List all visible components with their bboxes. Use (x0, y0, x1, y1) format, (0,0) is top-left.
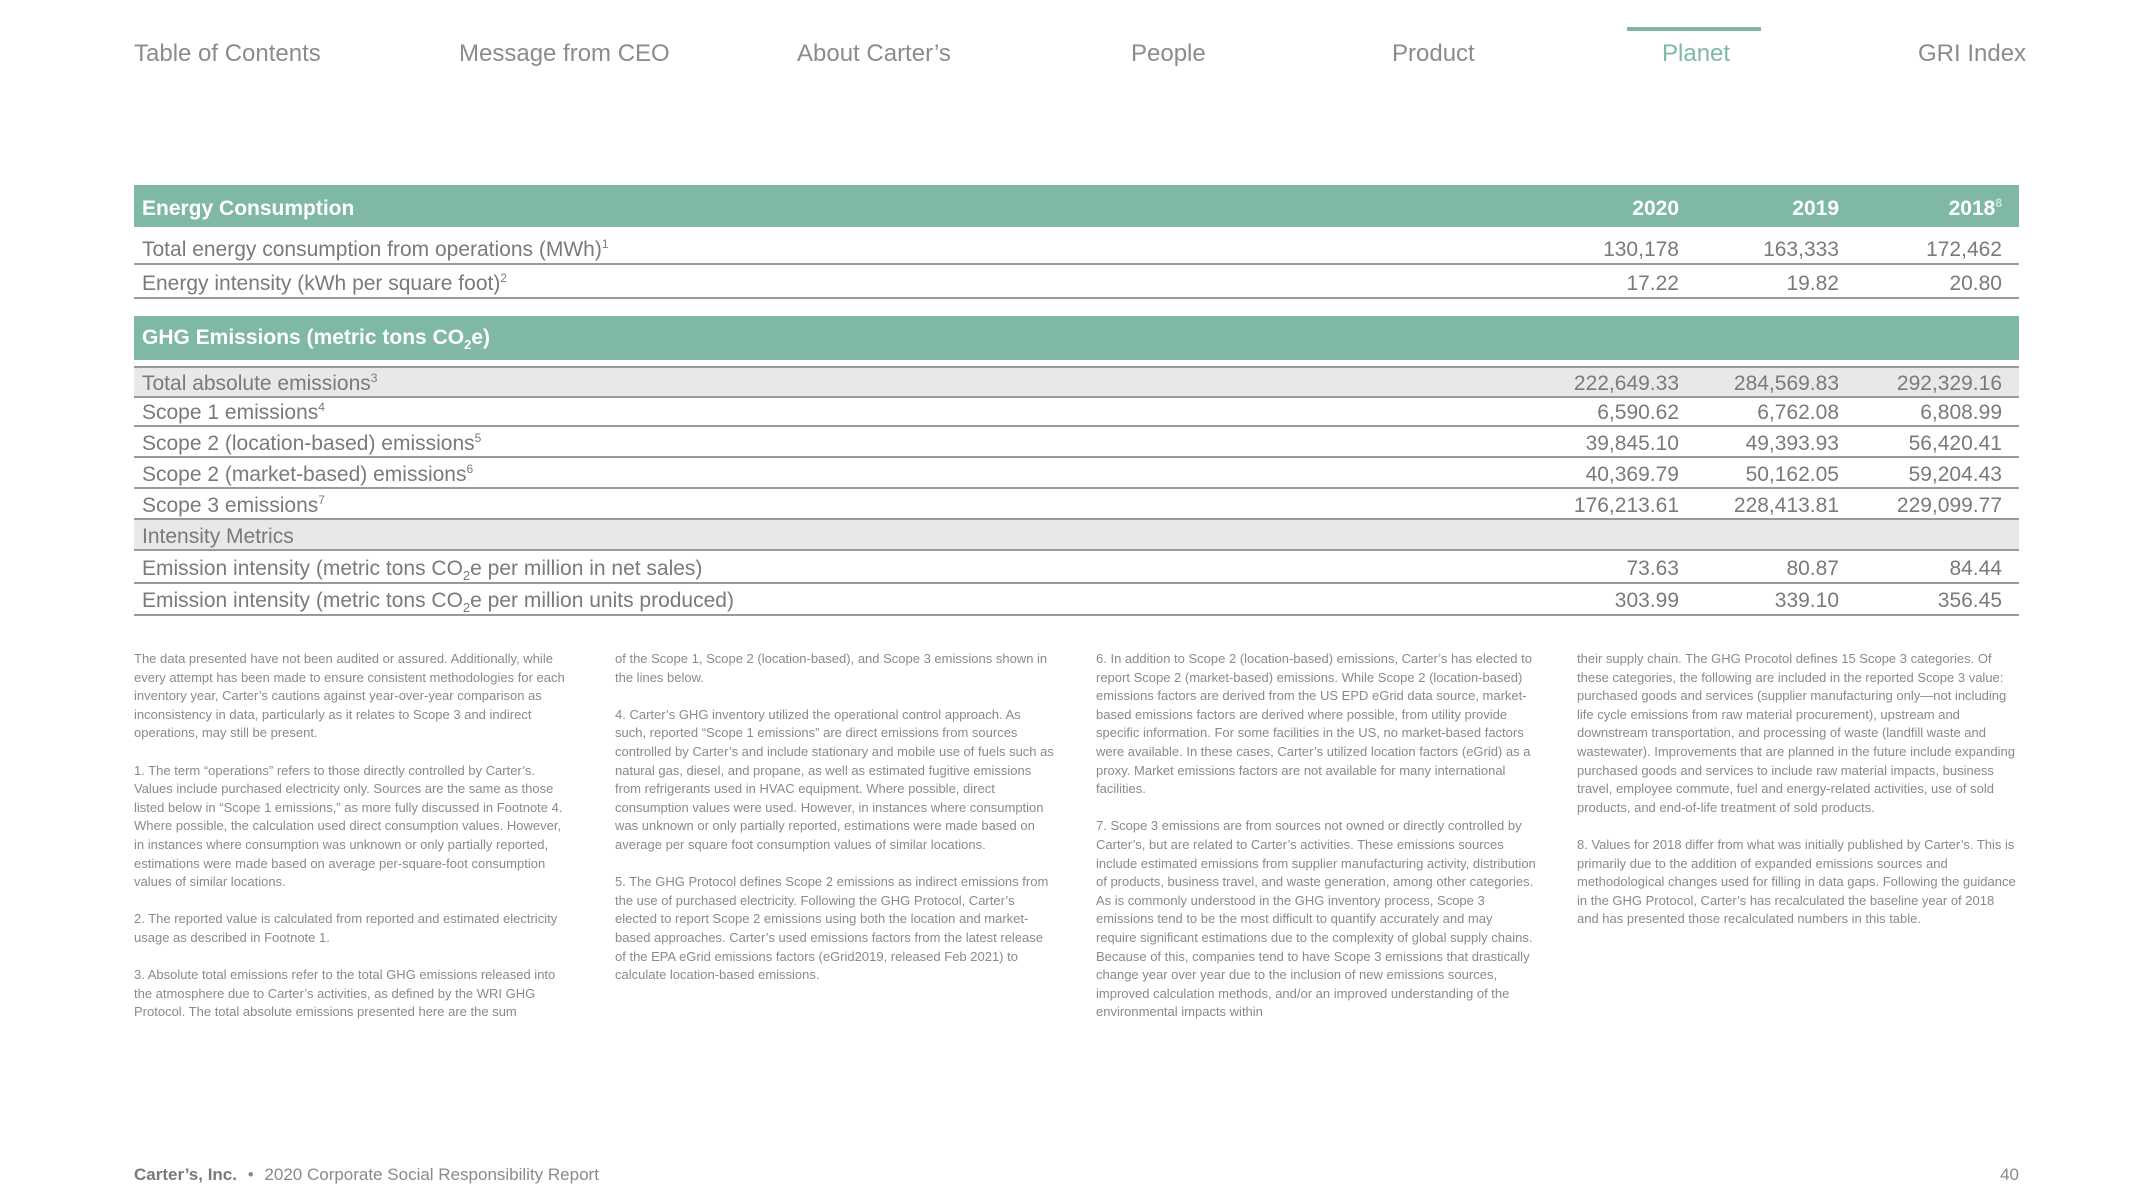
footnote-paragraph: 7. Scope 3 emissions are from sources not owned or directly controlled by Carter’s, but are related to Carter’s activities. These emissions sources include estimated emissions from supplier manufacturing activity, distribution of products, business travel, and waste generation, among other categories. As is commonly understood in the GHG inventory process, Scope 3 emissions tend to be the most difficult to quantify accurately and may require significant estimations due to the complexity of global supply chains. Because of this, companies tend to have Scope 3 emissions that drastically change year over year due to the inclusion of new emissions sources, improved calculation methods, and/or an improved understanding of the environmental impacts within (1096, 818, 1536, 1020)
active-tab-indicator (1627, 27, 1761, 31)
footnote-paragraph: 2. The reported value is calculated from reported and estimated electricity usage as described in Footnote 1. (134, 911, 558, 945)
table-row (134, 584, 2019, 616)
company-name: Carter’s, Inc. (134, 1165, 237, 1184)
value-2018: 20.80 (1949, 272, 2002, 295)
value-2018: 6,808.99 (1920, 401, 2002, 424)
top-navigation (0, 0, 2133, 80)
value-2018: 84.44 (1949, 557, 2002, 580)
row-label: Intensity Metrics (142, 525, 294, 548)
table-row (134, 489, 2019, 520)
footer (134, 1165, 599, 1185)
value-2018: 292,329.16 (1896, 372, 2002, 395)
nav-product[interactable]: Product (1392, 40, 1475, 67)
nav-gri-index[interactable]: GRI Index (1918, 40, 2027, 67)
value-2019: 6,762.08 (1757, 401, 1839, 424)
report-title: 2020 Corporate Social Responsibility Report (264, 1165, 599, 1184)
value-2019: 50,162.05 (1745, 463, 1839, 486)
energy-consumption-title: Energy Consumption (142, 197, 355, 220)
value-2019: 19.82 (1786, 272, 1839, 295)
value-2020: 6,590.62 (1597, 401, 1679, 424)
value-2019: 339.10 (1774, 589, 1839, 612)
row-label: Emission intensity (metric tons $CO_2e$ per million units produced) (142, 589, 734, 616)
value-2020: 176,213.61 (1573, 494, 1679, 517)
value-2019: 163,333 (1763, 238, 1839, 261)
value-2020: 303.99 (1614, 589, 1679, 612)
nav-people[interactable]: People (1131, 40, 1206, 67)
footnote-paragraph: 4. Carter’s GHG inventory utilized the operational control approach. As such, reported “Scope 1 emissions” are direct emissions from sources controlled by Carter’s and include stationary and mobile use of fuels such as natural gas, diesel, and propane, as well as estimated fugitive emissions from refrigerants used in HVAC equipment. Where possible, direct consumption values were used. However, in instances where consumption was unknown or only partially reported, estimations were made based on average per square foot consumption values of similar locations. (615, 706, 1054, 852)
value-2018: 59,204.43 (1908, 463, 2002, 486)
value-2020: 222,649.33 (1573, 372, 1679, 395)
footnotes (134, 650, 2019, 1030)
nav-planet[interactable]: Planet (1662, 40, 1731, 67)
table-row (134, 366, 2019, 398)
footnote-paragraph: 6. In addition to Scope 2 (location-based) emissions, Carter’s has elected to report Scope 2 (market-based) emissions. While Scope 2 (location-based) emissions factors are derived from the US EPD eGrid data source, market-based emissions factors are derived where possible, from utility provide specific information. For some facilities in the US, no market-based factors were available. In these cases, Carter’s utilized location factors (eGrid) as a proxy. Market emissions factors are not available for many international facilities. (1096, 651, 1532, 797)
page-number: 40 (2000, 1165, 2019, 1184)
footnote-paragraph: their supply chain. The GHG Procotol defines 15 Scope 3 categories. Of these categories, the following are included in the reported Scope 3 value: purchased goods and services (supplier manufacturing only—not including life cycle emissions from raw material procurement), upstream and downstream transportation, and processing of waste (landfill waste and wastewater). Improvements that are planned in the future include expanding purchased goods and services to include raw material impacts, business travel, employee commute, fuel and energy-related activities, use of sold products, and end-of-life treatment of sold products. (1577, 651, 2015, 815)
intensity-metrics-subheader (134, 520, 2019, 551)
ghg-emissions-title: GHG Emissions (metric tons $CO_2e$) (142, 326, 490, 353)
year-2020: 2020 (1632, 197, 1679, 220)
footnote-paragraph: 1. The term “operations” refers to those directly controlled by Carter’s. Values include purchased electricity only. Sources are the same as those listed below in “Scope 1 emissions,” as more fully discussed in Footnote 4. Where possible, the calculation used direct consumption values. However, in instances where consumption was unknown or only partially reported, estimations were made based on average per-square-foot consumption values of similar locations. (134, 762, 563, 890)
footnote-paragraph: 8. Values for 2018 differ from what was initially published by Carter’s. This is primarily due to the addition of expanded emissions sources and methodological changes used for filling in data gaps. Following the guidance in the GHG Protocol, Carter’s has recalculated the baseline year of 2018 and has presented those recalculated numbers in this table. (1577, 836, 2016, 927)
table-row (134, 427, 2019, 458)
value-2019: 49,393.93 (1745, 432, 1839, 455)
value-2020: 130,178 (1603, 238, 1679, 261)
footnote-column-3 (1096, 650, 1536, 1040)
row-label: Scope 1 emissions$^4$ (142, 400, 325, 424)
value-2019: 80.87 (1786, 557, 1839, 580)
table-row (134, 265, 2019, 299)
nav-message-from-ceo[interactable]: Message from CEO (459, 40, 670, 67)
footnote-paragraph: 5. The GHG Protocol defines Scope 2 emissions as indirect emissions from the use of purchased electricity. Following the GHG Protocol, Carter’s elected to report Scope 2 emissions using both the location and market-based approaches. Carter’s used emissions factors from the latest release of the EPA eGrid emissions factors (eGrid2019, released Feb 2021) to calculate location-based emissions. (615, 874, 1049, 983)
value-2020: 73.63 (1626, 557, 1679, 580)
value-2018: 56,420.41 (1908, 432, 2002, 455)
year-2019: 2019 (1792, 197, 1839, 220)
ghg-emissions-header (134, 316, 2019, 360)
table-row (134, 396, 2019, 427)
energy-consumption-header (134, 185, 2019, 227)
nav-about-carters[interactable]: About Carter’s (797, 40, 951, 67)
table-row (134, 229, 2019, 265)
footnote-column-1 (134, 650, 574, 1040)
footnote-paragraph: The data presented have not been audited or assured. Additionally, while every attempt has been made to ensure consistent methodologies for each inventory year, Carter’s cautions against year-over-year comparison as inconsistency in data, particularly as it relates to Scope 3 and indirect operations, may still be present. (134, 651, 565, 741)
value-2019: 284,569.83 (1733, 372, 1839, 395)
value-2020: 17.22 (1626, 272, 1679, 295)
value-2019: 228,413.81 (1733, 494, 1839, 517)
row-label: Scope 3 emissions$^7$ (142, 493, 325, 517)
footnote-column-4 (1577, 650, 2017, 948)
value-2018: 172,462 (1926, 238, 2002, 261)
footer-bullet: • (247, 1165, 254, 1184)
footnote-column-2 (615, 650, 1055, 1003)
row-label: Total energy consumption from operations (MWh)$^1$ (142, 237, 609, 261)
nav-table-of-contents[interactable]: Table of Contents (134, 40, 321, 67)
row-label: Energy intensity (kWh per square foot)$^2$ (142, 271, 508, 295)
table-row (134, 551, 2019, 584)
row-label: Scope 2 (market-based) emissions$^6$ (142, 462, 474, 486)
value-2018: 229,099.77 (1896, 494, 2002, 517)
value-2020: 40,369.79 (1585, 463, 1679, 486)
value-2018: 356.45 (1937, 589, 2002, 612)
table-row (134, 458, 2019, 489)
value-2020: 39,845.10 (1585, 432, 1679, 455)
row-label: Emission intensity (metric tons $CO_2e$ per million in net sales) (142, 557, 703, 584)
row-label: Total absolute emissions$^3$ (142, 371, 378, 395)
footnote-paragraph: of the Scope 1, Scope 2 (location-based), and Scope 3 emissions shown in the lines below. (615, 651, 1048, 685)
row-label: Scope 2 (location-based) emissions$^5$ (142, 431, 482, 455)
footnote-paragraph: 3. Absolute total emissions refer to the total GHG emissions released into the atmosphere due to Carter’s activities, as defined by the WRI GHG Protocol. The total absolute emissions presented here are the sum (134, 967, 556, 1020)
year-2018: 2018$^8$ (1948, 196, 2002, 220)
